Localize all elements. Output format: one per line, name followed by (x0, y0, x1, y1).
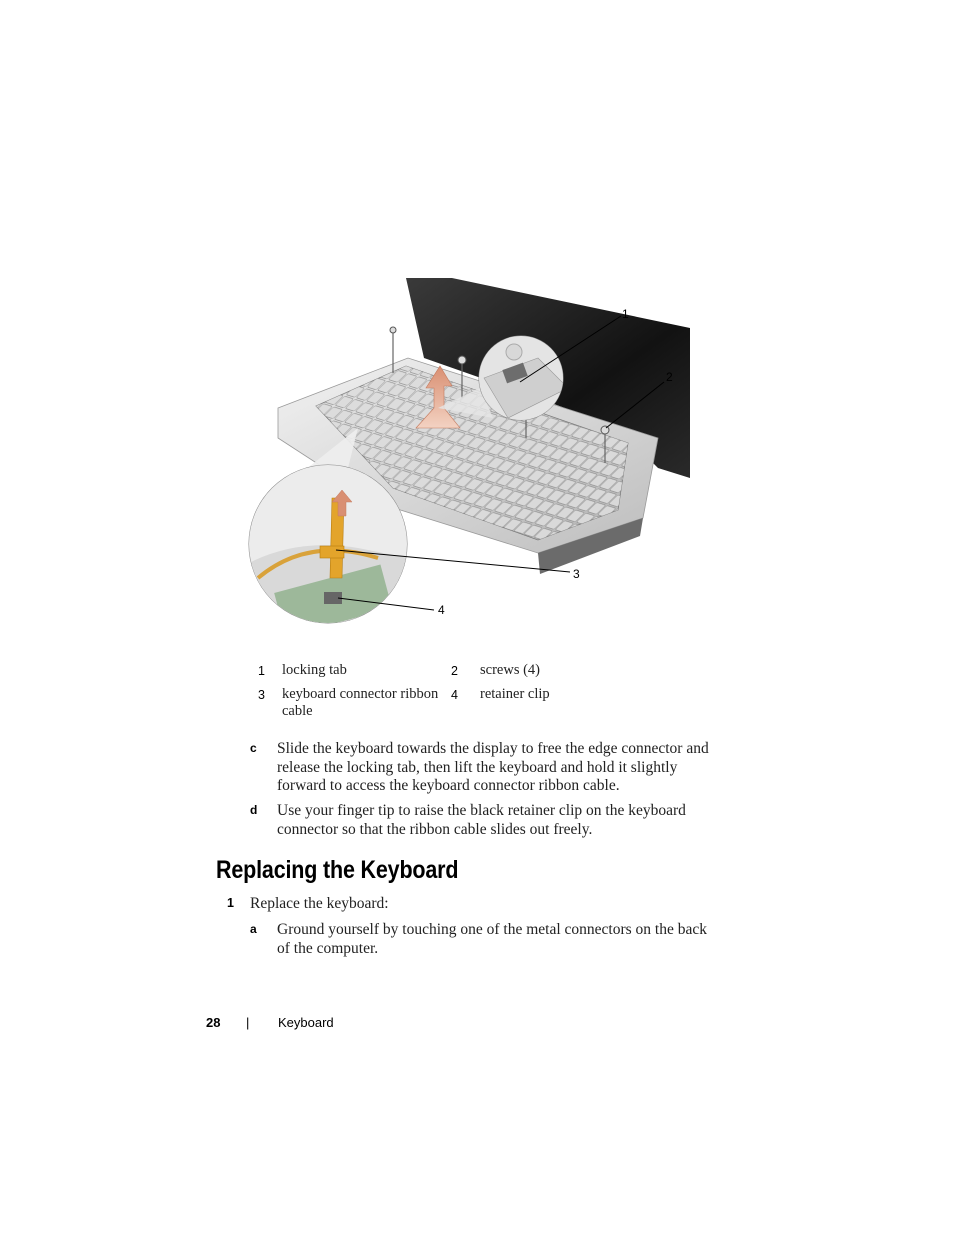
legend-text: keyboard connector ribbon cable (282, 686, 439, 719)
legend-number: 3 (258, 688, 265, 702)
callout-number-1: 1 (622, 307, 629, 321)
footer-separator: | (246, 1015, 250, 1030)
step-text: Replace the keyboard: (250, 895, 389, 912)
step-number: 1 (227, 896, 234, 910)
step-letter: d (250, 803, 258, 817)
step-text: Slide the keyboard towards the display to free the edge connector and release the locking tab, then lift the keyboard and hold it slightly forward to access the keyboard connector ribbon cable. (277, 740, 709, 795)
callout-number-4: 4 (438, 603, 445, 617)
keyboard-removal-figure (238, 278, 690, 624)
section-heading: Replacing the Keyboard (216, 856, 459, 884)
legend-number: 4 (451, 688, 458, 702)
step-text: Ground yourself by touching one of the metal connectors on the back of the computer. (277, 921, 708, 957)
keyboard-illustration (238, 278, 690, 624)
step-letter: c (250, 741, 257, 755)
legend-number: 2 (451, 664, 458, 678)
legend-text: locking tab (282, 662, 347, 678)
step-letter: a (250, 922, 257, 936)
callout-number-3: 3 (573, 567, 580, 581)
page-number: 28 (206, 1015, 221, 1030)
callout-number-2: 2 (666, 370, 673, 384)
legend-number: 1 (258, 664, 265, 678)
legend-text: retainer clip (480, 686, 550, 702)
step-text: Use your finger tip to raise the black retainer clip on the keyboard connector so that the ribbon cable slides out freely. (277, 802, 686, 838)
footer-section-name: Keyboard (278, 1015, 334, 1030)
legend-text: screws (4) (480, 662, 540, 678)
